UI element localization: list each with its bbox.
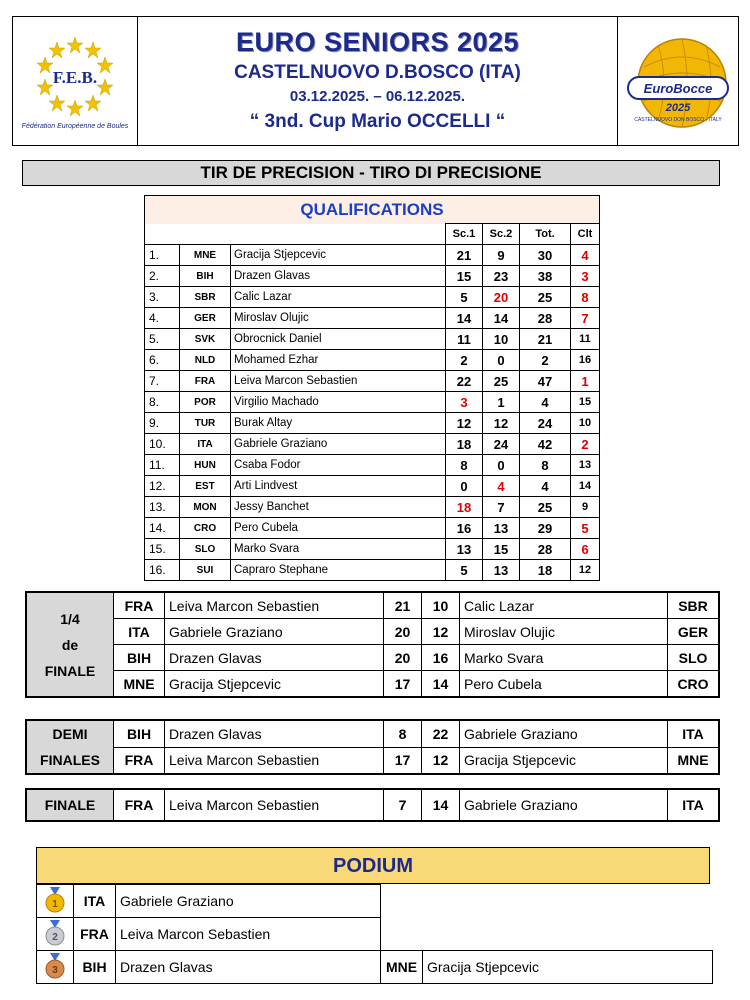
- player2-country: GER: [668, 619, 720, 645]
- row-number: 4.: [145, 308, 180, 329]
- qualification-row: [145, 308, 600, 329]
- total-score: 47: [520, 371, 571, 392]
- score-2: 23: [483, 266, 520, 287]
- score-2: 15: [483, 539, 520, 560]
- qualification-row: [145, 434, 600, 455]
- third-a-name: Drazen Glavas: [116, 951, 381, 984]
- score-1: 21: [446, 245, 483, 266]
- third-b-name: Gracija Stjepcevic: [423, 951, 713, 984]
- total-score: 25: [520, 287, 571, 308]
- player-name: Miroslav Olujic: [231, 308, 446, 329]
- player1-score: 8: [384, 720, 422, 747]
- player1-name: Drazen Glavas: [165, 645, 384, 671]
- qualification-row: [145, 455, 600, 476]
- svg-text:1: 1: [52, 898, 58, 910]
- player-name: Arti Lindvest: [231, 476, 446, 497]
- score-1: 18: [446, 434, 483, 455]
- player-name: Mohamed Ezhar: [231, 350, 446, 371]
- score-1: 3: [446, 392, 483, 413]
- sf-label-2: FINALES: [40, 752, 100, 768]
- player1-name: Leiva Marcon Sebastien: [165, 747, 384, 774]
- player1-country: FRA: [114, 789, 165, 821]
- player2-country: CRO: [668, 671, 720, 698]
- score-2: 0: [483, 350, 520, 371]
- player1-country: BIH: [114, 645, 165, 671]
- eu-stars-icon: [13, 17, 137, 123]
- player2-score: 12: [422, 747, 460, 774]
- classification: 8: [571, 287, 600, 308]
- country-code: SLO: [180, 539, 231, 560]
- col-clt: Clt: [571, 224, 600, 245]
- row-number: 10.: [145, 434, 180, 455]
- feb-logo: [13, 17, 138, 145]
- player2-name: Pero Cubela: [460, 671, 668, 698]
- player2-score: 14: [422, 671, 460, 698]
- svg-text:3: 3: [52, 964, 58, 976]
- score-1: 22: [446, 371, 483, 392]
- total-score: 18: [520, 560, 571, 581]
- score-2: 12: [483, 413, 520, 434]
- silver-medal-icon: [37, 918, 74, 951]
- country-code: MON: [180, 497, 231, 518]
- player1-country: FRA: [114, 747, 165, 774]
- player-name: Obrocnick Daniel: [231, 329, 446, 350]
- row-number: 5.: [145, 329, 180, 350]
- qualification-row: [145, 350, 600, 371]
- total-score: 29: [520, 518, 571, 539]
- score-1: 5: [446, 560, 483, 581]
- country-code: NLD: [180, 350, 231, 371]
- feb-logo-text: F.E.B.: [52, 68, 98, 87]
- score-1: 12: [446, 413, 483, 434]
- row-number: 16.: [145, 560, 180, 581]
- player2-score: 10: [422, 592, 460, 619]
- country-code: SVK: [180, 329, 231, 350]
- score-2: 10: [483, 329, 520, 350]
- player1-score: 17: [384, 671, 422, 698]
- row-number: 7.: [145, 371, 180, 392]
- qualification-row: [145, 518, 600, 539]
- player1-country: MNE: [114, 671, 165, 698]
- qualification-row: [145, 371, 600, 392]
- qualification-row: [145, 539, 600, 560]
- player2-country: ITA: [668, 720, 720, 747]
- row-number: 1.: [145, 245, 180, 266]
- row-number: 15.: [145, 539, 180, 560]
- score-2: 9: [483, 245, 520, 266]
- country-code: POR: [180, 392, 231, 413]
- player2-name: Marko Svara: [460, 645, 668, 671]
- score-1: 13: [446, 539, 483, 560]
- qualification-row: [145, 266, 600, 287]
- player-name: Drazen Glavas: [231, 266, 446, 287]
- score-1: 2: [446, 350, 483, 371]
- classification: 3: [571, 266, 600, 287]
- row-number: 13.: [145, 497, 180, 518]
- score-2: 14: [483, 308, 520, 329]
- eurobocce-logo-text: EuroBocce: [643, 81, 713, 96]
- third-a-country: BIH: [74, 951, 116, 984]
- player-name: Virgilio Machado: [231, 392, 446, 413]
- final-table: [25, 788, 720, 822]
- podium-title: PODIUM: [36, 847, 710, 884]
- player1-score: 17: [384, 747, 422, 774]
- player-name: Gabriele Graziano: [231, 434, 446, 455]
- bocce-ball-icon: [618, 17, 738, 145]
- bronze-medal-icon: [37, 951, 74, 984]
- quarter-finals-label: [26, 592, 114, 697]
- row-number: 8.: [145, 392, 180, 413]
- score-2: 25: [483, 371, 520, 392]
- player-name: Capraro Stephane: [231, 560, 446, 581]
- total-score: 24: [520, 413, 571, 434]
- qualification-row: [145, 497, 600, 518]
- player1-country: ITA: [114, 619, 165, 645]
- player1-name: Drazen Glavas: [165, 720, 384, 747]
- score-2: 0: [483, 455, 520, 476]
- country-code: SUI: [180, 560, 231, 581]
- score-1: 16: [446, 518, 483, 539]
- player-name: Burak Altay: [231, 413, 446, 434]
- gold-medal-icon: [37, 885, 74, 918]
- total-score: 21: [520, 329, 571, 350]
- row-number: 11.: [145, 455, 180, 476]
- row-number: 6.: [145, 350, 180, 371]
- quarter-finals-table: [25, 591, 720, 698]
- svg-text:2: 2: [52, 931, 58, 943]
- header-spacer: [145, 224, 446, 245]
- player2-name: Gabriele Graziano: [460, 789, 668, 821]
- classification: 10: [571, 413, 600, 434]
- col-sc1: Sc.1: [446, 224, 483, 245]
- total-score: 4: [520, 392, 571, 413]
- first-country: ITA: [74, 885, 116, 918]
- total-score: 42: [520, 434, 571, 455]
- player2-country: ITA: [668, 789, 720, 821]
- final-label: FINALE: [26, 789, 114, 821]
- classification: 1: [571, 371, 600, 392]
- semi-finals-label: [26, 720, 114, 774]
- qf-label-3: FINALE: [44, 662, 96, 679]
- qf-label-1: 1/4: [60, 610, 80, 627]
- country-code: TUR: [180, 413, 231, 434]
- score-2: 13: [483, 518, 520, 539]
- score-2: 13: [483, 560, 520, 581]
- score-2: 24: [483, 434, 520, 455]
- player1-name: Gabriele Graziano: [165, 619, 384, 645]
- score-1: 15: [446, 266, 483, 287]
- player1-score: 7: [384, 789, 422, 821]
- qualification-row: [145, 287, 600, 308]
- second-name: Leiva Marcon Sebastien: [116, 918, 381, 951]
- country-code: GER: [180, 308, 231, 329]
- qualification-row: [145, 329, 600, 350]
- score-1: 0: [446, 476, 483, 497]
- row-number: 12.: [145, 476, 180, 497]
- player2-score: 14: [422, 789, 460, 821]
- player-name: Csaba Fodor: [231, 455, 446, 476]
- country-code: SBR: [180, 287, 231, 308]
- player-name: Leiva Marcon Sebastien: [231, 371, 446, 392]
- classification: 11: [571, 329, 600, 350]
- total-score: 4: [520, 476, 571, 497]
- event-title: EURO SENIORS 2025: [235, 27, 520, 57]
- player1-country: FRA: [114, 592, 165, 619]
- player-name: Gracija Stjepcevic: [231, 245, 446, 266]
- player2-country: MNE: [668, 747, 720, 774]
- total-score: 30: [520, 245, 571, 266]
- player1-country: BIH: [114, 720, 165, 747]
- qualification-row: [145, 476, 600, 497]
- section-title: TIR DE PRECISION - TIRO DI PRECISIONE: [22, 160, 720, 186]
- classification: 6: [571, 539, 600, 560]
- semi-finals-table: [25, 719, 720, 775]
- player1-score: 20: [384, 619, 422, 645]
- classification: 5: [571, 518, 600, 539]
- row-number: 9.: [145, 413, 180, 434]
- classification: 15: [571, 392, 600, 413]
- classification: 9: [571, 497, 600, 518]
- qualification-row: [145, 392, 600, 413]
- classification: 16: [571, 350, 600, 371]
- total-score: 38: [520, 266, 571, 287]
- player2-country: SLO: [668, 645, 720, 671]
- score-2: 7: [483, 497, 520, 518]
- total-score: 28: [520, 539, 571, 560]
- qualification-row: [145, 413, 600, 434]
- qualifications-table: [144, 195, 600, 581]
- event-cup: “ 3nd. Cup Mario OCCELLI “: [249, 111, 506, 132]
- podium-table: [36, 884, 713, 984]
- second-country: FRA: [74, 918, 116, 951]
- player2-country: SBR: [668, 592, 720, 619]
- player2-name: Gracija Stjepcevic: [460, 747, 668, 774]
- player-name: Marko Svara: [231, 539, 446, 560]
- event-dates: 03.12.2025. – 06.12.2025.: [289, 88, 466, 105]
- classification: 14: [571, 476, 600, 497]
- player1-score: 20: [384, 645, 422, 671]
- player1-name: Leiva Marcon Sebastien: [165, 592, 384, 619]
- col-sc2: Sc.2: [483, 224, 520, 245]
- player2-name: Gabriele Graziano: [460, 720, 668, 747]
- player1-score: 21: [384, 592, 422, 619]
- score-1: 8: [446, 455, 483, 476]
- player2-name: Calic Lazar: [460, 592, 668, 619]
- country-code: EST: [180, 476, 231, 497]
- event-venue: CASTELNUOVO D.BOSCO (ITA): [234, 62, 521, 83]
- score-1: 18: [446, 497, 483, 518]
- score-1: 14: [446, 308, 483, 329]
- player-name: Calic Lazar: [231, 287, 446, 308]
- country-code: MNE: [180, 245, 231, 266]
- document-header: [12, 16, 739, 146]
- score-2: 20: [483, 287, 520, 308]
- total-score: 2: [520, 350, 571, 371]
- col-tot: Tot.: [520, 224, 571, 245]
- player2-name: Miroslav Olujic: [460, 619, 668, 645]
- classification: 13: [571, 455, 600, 476]
- country-code: FRA: [180, 371, 231, 392]
- row-number: 3.: [145, 287, 180, 308]
- country-code: CRO: [180, 518, 231, 539]
- eurobocce-caption: CASTELNUOVO DON BOSCO - ITALY: [634, 117, 722, 123]
- classification: 12: [571, 560, 600, 581]
- score-2: 1: [483, 392, 520, 413]
- eurobocce-year: 2025: [665, 102, 691, 114]
- third-b-country: MNE: [381, 951, 423, 984]
- country-code: HUN: [180, 455, 231, 476]
- first-name: Gabriele Graziano: [116, 885, 381, 918]
- player2-score: 22: [422, 720, 460, 747]
- row-number: 14.: [145, 518, 180, 539]
- qualifications-title: QUALIFICATIONS: [145, 196, 600, 224]
- qf-label-2: de: [61, 636, 79, 653]
- classification: 2: [571, 434, 600, 455]
- score-2: 4: [483, 476, 520, 497]
- player1-name: Gracija Stjepcevic: [165, 671, 384, 698]
- qualification-row: [145, 245, 600, 266]
- score-1: 11: [446, 329, 483, 350]
- total-score: 25: [520, 497, 571, 518]
- classification: 7: [571, 308, 600, 329]
- player2-score: 16: [422, 645, 460, 671]
- country-code: BIH: [180, 266, 231, 287]
- qualification-row: [145, 560, 600, 581]
- classification: 4: [571, 245, 600, 266]
- country-code: ITA: [180, 434, 231, 455]
- title-block: [137, 17, 618, 145]
- player-name: Pero Cubela: [231, 518, 446, 539]
- feb-caption: Fédération Européenne de Boules: [21, 123, 129, 130]
- eurobocce-logo: [617, 17, 738, 145]
- player-name: Jessy Banchet: [231, 497, 446, 518]
- total-score: 8: [520, 455, 571, 476]
- player2-score: 12: [422, 619, 460, 645]
- sf-label-1: DEMI: [52, 726, 88, 742]
- row-number: 2.: [145, 266, 180, 287]
- player1-name: Leiva Marcon Sebastien: [165, 789, 384, 821]
- total-score: 28: [520, 308, 571, 329]
- score-1: 5: [446, 287, 483, 308]
